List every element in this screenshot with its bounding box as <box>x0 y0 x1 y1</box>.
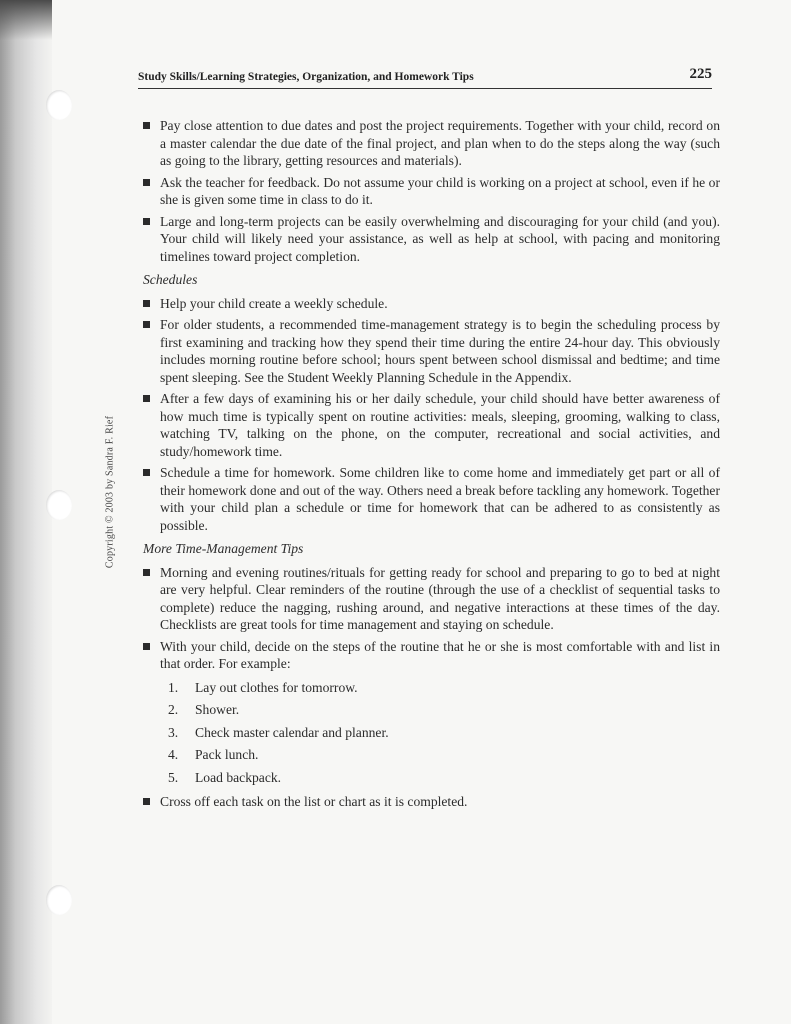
routine-step: 1. Lay out clothes for tomorrow. <box>168 679 358 695</box>
list-item: With your child, decide on the steps of the routine that he or she is most comfortable with and list in that order. For example: <box>140 638 720 673</box>
punch-hole <box>46 490 72 520</box>
routine-step: 4. Pack lunch. <box>168 747 259 762</box>
bullet-square-icon <box>143 321 150 328</box>
page-number: 225 <box>689 66 712 82</box>
list-item: Cross off each task on the list or chart as it is completed. <box>140 793 720 811</box>
bullet-square-icon <box>143 122 150 129</box>
list-item: Ask the teacher for feedback. Do not assume your child is working on a project at school, even if he or she is given some time in class to do it. <box>140 174 720 209</box>
list-item: Help your child create a weekly schedule. <box>140 295 720 313</box>
punch-hole <box>46 90 72 120</box>
list-item: Pay close attention to due dates and post the project requirements. Together with your child, record on a master calendar the due date of the final project, and plan when to do the steps along the way (such as going to the library, getting resources and materials). <box>140 117 720 170</box>
bullet-square-icon <box>143 798 150 805</box>
routine-step: 3. Check master calendar and planner. <box>168 724 389 740</box>
scan-corner-shadow <box>0 0 52 40</box>
bullet-square-icon <box>143 569 150 576</box>
bullet-square-icon <box>143 300 150 307</box>
header-title: Study Skills/Learning Strategies, Organization, and Homework Tips <box>138 71 474 83</box>
list-item: Large and long-term projects can be easily overwhelming and discouraging for your child (and you). Your child will likely need your assistance, as well as help at school, with pacing and monitoring timelines toward project completion. <box>140 213 720 266</box>
bullet-square-icon <box>143 218 150 225</box>
bullet-square-icon <box>143 179 150 186</box>
routine-step: 2. Shower. <box>168 702 240 717</box>
bullet-square-icon <box>143 395 150 402</box>
running-header <box>138 66 712 89</box>
punch-hole <box>46 885 72 915</box>
bullet-square-icon <box>143 643 150 650</box>
bullet-square-icon <box>143 469 150 476</box>
copyright-notice: Copyright © 2003 by Sandra F. Rief <box>104 415 116 569</box>
list-item: Morning and evening routines/rituals for getting ready for school and preparing to go to bed at night are very helpful. Clear reminders of the routine (through the use of a checklist of sequential tasks to complete) reduce the nagging, rushing around, and negative interactions at these times of the day. Checklists are great tools for time management and staying on schedule. <box>140 564 720 634</box>
binder-edge-shadow <box>0 0 52 1024</box>
list-item: For older students, a recommended time-management strategy is to begin the scheduling process by first examining and tracking how they spend their time during the entire 24-hour day. This obviously includes morning routine before school; hours spent between school dismissal and bedtime; and time spent sleeping. See the Student Weekly Planning Schedule in the Appendix. <box>140 316 720 386</box>
routine-step: 5. Load backpack. <box>168 769 282 785</box>
list-item: Schedule a time for homework. Some children like to come home and immediately get part or all of their homework done and out of the way. Others need a break before tackling any homework. Together with your child plan a schedule or time for homework that can be adhered to as consistently as possible. <box>140 464 720 534</box>
section-heading-schedules: Schedules <box>143 272 198 287</box>
routine-steps-list <box>140 677 720 790</box>
section-heading-time-management: More Time-Management Tips <box>143 541 304 556</box>
list-item: After a few days of examining his or her daily schedule, your child should have better awareness of how much time is typically spent on routine activities: meals, sleeping, grooming, walking to class, watching TV, talking on the phone, on the computer, recreational and social activities, and study/homework time. <box>140 390 720 460</box>
page-body <box>140 117 720 815</box>
